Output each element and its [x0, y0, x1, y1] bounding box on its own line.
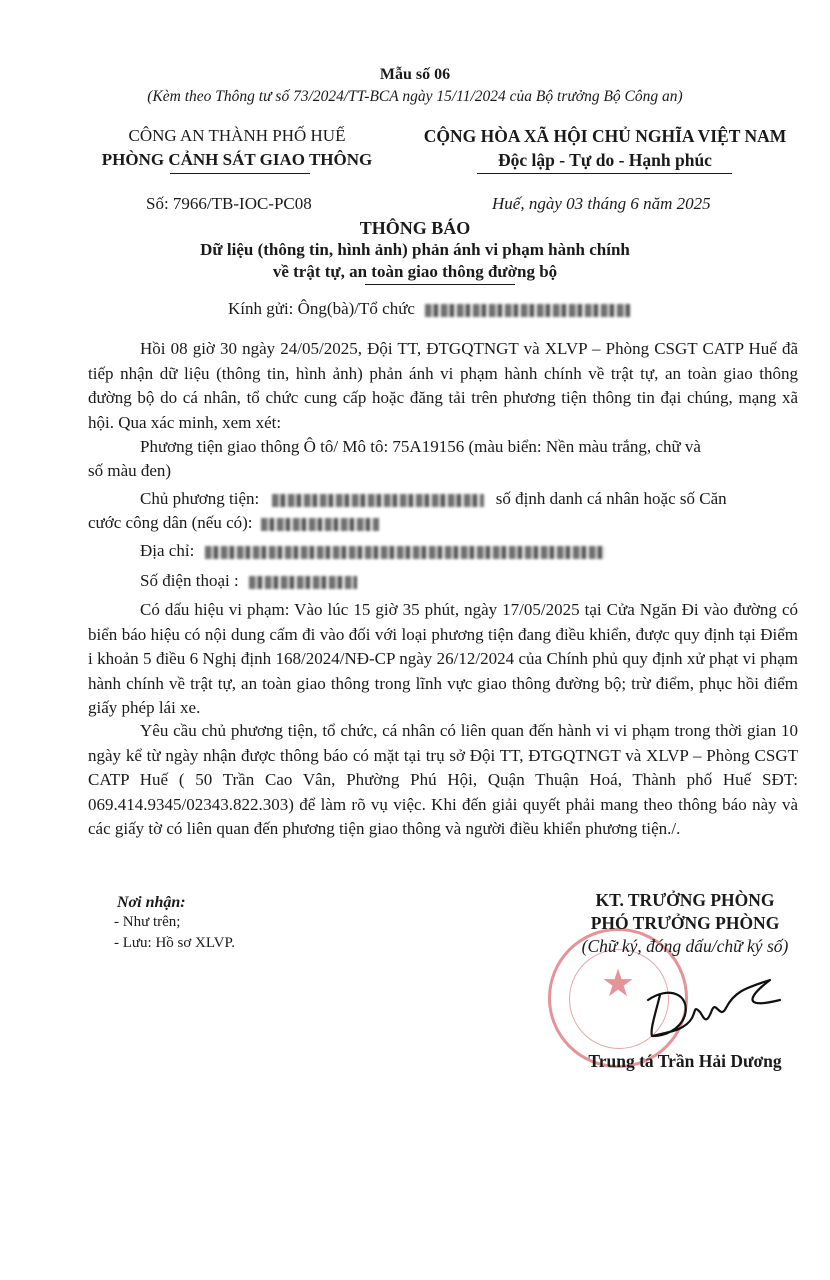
phone-label: Số điện thoại :: [140, 571, 239, 590]
phone-line: [140, 569, 357, 593]
signature-title-1: KT. TRƯỞNG PHÒNG: [595, 890, 775, 910]
signature-title-2: PHÓ TRƯỞNG PHÒNG: [590, 913, 780, 933]
document-date: Huế, ngày 03 tháng 6 năm 2025: [492, 194, 711, 213]
redacted-citizen-id: [261, 518, 379, 531]
document-subtitle-2: về trật tự, an toàn giao thông đường bộ: [272, 262, 558, 281]
republic-line1: CỘNG HÒA XÃ HỘI CHỦ NGHĨA VIỆT NAM: [423, 126, 787, 146]
document-reference: Số: 7966/TB-IOC-PC08: [146, 194, 312, 213]
addressee-label: Kính gửi: Ông(bà)/Tổ chức: [228, 299, 415, 318]
subtitle-underline: [365, 284, 515, 285]
citizen-id-label: cước công dân (nếu có):: [88, 513, 253, 532]
owner-suffix: số định danh cá nhân hoặc số Căn: [495, 489, 727, 508]
paragraph-violation: Có dấu hiệu vi phạm: Vào lúc 15 giờ 35 phút, ngày 17/05/2025 tại Cửa Ngăn Đi vào đường có biển báo hiệu có nội dung cấm đi vào đối với loại phương tiện đang điều khiển, được quy định tại Điểm i khoản 5 điều 6 Nghị định 168/2024/NĐ-CP ngày 26/12/2024 của Chính phủ quy định xử phạt vi phạm hành chính về trật tự, an toàn giao thông trong lĩnh vực giao thông đường bộ; trừ điểm, phục hồi điểm giấy phép lái xe.: [88, 600, 798, 718]
address-label: Địa chỉ:: [140, 541, 195, 560]
vehicle-line-2: số màu đen): [88, 461, 172, 480]
recipient-item: - Lưu: Hồ sơ XLVP.: [114, 935, 235, 951]
redacted-phone: [249, 576, 357, 589]
org-line2: PHÒNG CẢNH SÁT GIAO THÔNG: [101, 150, 373, 169]
form-number: Mẫu số 06: [379, 66, 451, 83]
recipients-title: Nơi nhận:: [117, 894, 186, 911]
org-line1: CÔNG AN THÀNH PHỐ HUẾ: [128, 126, 346, 145]
handwritten-signature: [630, 970, 790, 1045]
org-name: [82, 124, 392, 172]
redacted-owner-name: [272, 494, 484, 507]
signer-name: Trung tá Trần Hải Dương: [588, 1051, 782, 1071]
paragraph-receipt: Hồi 08 giờ 30 ngày 24/05/2025, Đội TT, ĐTGQTNGT và XLVP – Phòng CSGT CATP Huế đã tiếp nhận dữ liệu (thông tin, hình ảnh) phản ánh vi phạm hành chính về trật tự, an toàn giao thông đường bộ do cá nhân, tổ chức cung cấp hoặc đăng tải trên phương tiện thông tin đại chúng, mạng xã hội. Qua xác minh, xem xét:: [88, 339, 798, 432]
paragraph-request: Yêu cầu chủ phương tiện, tổ chức, cá nhân có liên quan đến hành vi vi phạm trong thời gian 10 ngày kể từ ngày nhận được thông báo có mặt tại trụ sở Đội TT, ĐTGQTNGT và XLVP – Phòng CSGT CATP Huế ( 50 Trần Cao Vân, Phường Phú Hội, Quận Thuận Hoá, Thành phố Huế SĐT: 069.414.9345/02343.822.303) để làm rõ vụ việc. Khi đến giải quyết phải mang theo thông báo này và các giấy tờ có liên quan đến phương tiện giao thông và người điều khiển phương tiện./.: [88, 721, 798, 839]
address-line: [140, 539, 605, 563]
citizen-id-line: [88, 511, 379, 535]
republic-underline: [477, 173, 732, 174]
redacted-addressee: [425, 304, 630, 317]
org-underline: [170, 173, 310, 174]
redacted-address: [205, 546, 605, 559]
owner-line: [140, 487, 727, 511]
owner-label: Chủ phương tiện:: [140, 489, 260, 508]
vehicle-line-1: Phương tiện giao thông Ô tô/ Mô tô: 75A19156 (màu biển: Nền màu trắng, chữ và: [140, 437, 701, 456]
signature-note: (Chữ ký, đóng dấu/chữ ký số): [581, 936, 789, 956]
recipient-item: - Như trên;: [114, 914, 181, 930]
star-icon: ★: [600, 963, 636, 1005]
document-subtitle-1: Dữ liệu (thông tin, hình ảnh) phản ánh vi phạm hành chính: [200, 240, 630, 259]
republic-header: [400, 124, 810, 172]
document-title: THÔNG BÁO: [359, 218, 471, 238]
form-subtitle: (Kèm theo Thông tư số 73/2024/TT-BCA ngày 15/11/2024 của Bộ trưởng Bộ Công an): [147, 88, 683, 105]
republic-line2: Độc lập - Tự do - Hạnh phúc: [498, 150, 712, 170]
addressee: [228, 297, 630, 321]
